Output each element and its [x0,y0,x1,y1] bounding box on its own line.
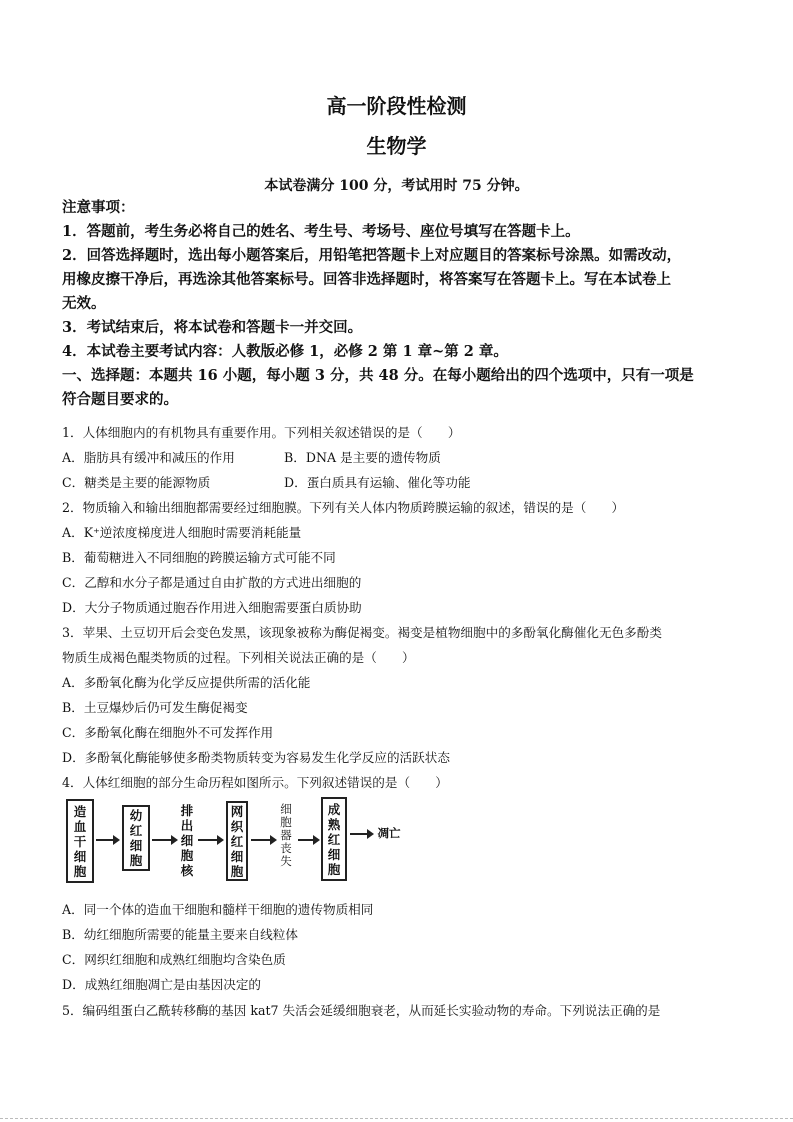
question-stem-cont: 物质生成褐色醌类物质的过程。下列相关说法正确的是（ ） [62,650,415,665]
subject-title: 生物学 [366,134,427,158]
notes-section [62,196,742,412]
flow-label: 凋亡 [377,826,401,840]
option-d: D．多酚氧化酶能够使多酚类物质转变为容易发生化学反应的活跃状态 [62,750,450,765]
question-1 [62,420,752,495]
flow-label: 幼红细胞 [129,808,143,868]
notes-line: 2．回答选择题时，选出每小题答案后，用铅笔把答题卡上对应题目的答案标号涂黑。如需改动， [62,247,682,264]
flow-label: 排出细胞核 [180,803,194,878]
option-row [62,445,752,470]
flow-label: 成熟红细胞 [327,801,341,877]
option-b: B．DNA 是主要的遗传物质 [284,450,441,465]
notes-line: 4．本试卷主要考试内容：人教版必修 1，必修 2 第 1 章~第 2 章。 [62,343,508,360]
flow-box-mature-rbc [321,797,347,881]
flow-label: 网织红细胞 [230,803,244,879]
flow-arrow [198,839,222,841]
question-2 [62,495,752,620]
option-a: A．K⁺逆浓度梯度进人细胞时需要消耗能量 [62,525,302,540]
option-c: C．糖类是主要的能源物质 [62,475,211,490]
flow-box-hsc [66,799,94,883]
option-a: A．脂肪具有缓冲和减压的作用 [62,450,235,465]
section-heading-cont: 符合题目要求的。 [62,391,178,408]
option-d: D．大分子物质通过胞吞作用进入细胞需要蛋白质协助 [62,600,362,615]
notes-line: 无效。 [62,295,106,312]
option-b: B．土豆爆炒后仍可发生酶促褐变 [62,700,248,715]
option-row [62,470,752,495]
page-bottom-rule [0,1118,793,1119]
flow-step-apoptosis [374,827,404,840]
flow-step-enucleation [178,803,196,878]
option-b: B．幼红细胞所需要的能量主要来自线粒体 [62,927,298,942]
question-stem: 3．苹果、土豆切开后会变色发黑，该现象被称为酶促褐变。褐变是植物细胞中的多酚氧化酶催化无色多酚类 [62,625,662,640]
notes-line: 3．考试结束后，将本试卷和答题卡一并交回。 [62,319,363,336]
question-stem: 4．人体红细胞的部分生命历程如图所示。下列叙述错误的是（ ） [62,775,448,790]
exam-subtitle: 本试卷满分 100 分，考试用时 75 分钟。 [264,178,529,194]
red-cell-lifecycle-diagram [66,797,401,885]
option-c: C．多酚氧化酶在细胞外不可发挥作用 [62,725,274,740]
option-d: D．成熟红细胞凋亡是由基因决定的 [62,977,262,992]
notes-heading: 注意事项： [62,199,135,216]
flow-box-erythroblast [122,805,150,871]
question-4 [62,770,752,795]
option-a: A．多酚氧化酶为化学反应提供所需的活化能 [62,675,311,690]
flow-box-reticulocyte [226,801,248,881]
flow-arrow [298,839,318,841]
notes-line: 用橡皮擦干净后，再选涂其他答案标号。回答非选择题时，将答案写在答题卡上。写在本试卷上 [62,271,671,288]
option-c: C．网织红细胞和成熟红细胞均含染色质 [62,952,286,967]
option-a: A．同一个体的造血干细胞和髓样干细胞的遗传物质相同 [62,902,374,917]
flow-arrow [96,839,118,841]
flow-arrow [350,833,372,835]
question-4-options [62,897,752,997]
option-c: C．乙醇和水分子都是通过自由扩散的方式进出细胞的 [62,575,362,590]
question-stem: 5．编码组蛋白乙酰转移酶的基因 kat7 失活会延缓细胞衰老，从而延长实验动物的寿命。下列说法正确的是 [62,1003,661,1018]
flow-arrow [251,839,275,841]
question-5 [62,998,752,1023]
question-3 [62,620,752,770]
section-heading: 一、选择题：本题共 16 小题，每小题 3 分，共 48 分。在每小题给出的四个选项中，只有一项是 [62,367,694,384]
option-d: D．蛋白质具有运输、催化等功能 [284,475,471,490]
notes-line: 1．答题前，考生务必将自己的姓名、考生号、考场号、座位号填写在答题卡上。 [62,223,580,240]
flow-label: 造血干细胞 [73,803,87,879]
flow-arrow [152,839,176,841]
question-stem: 2．物质输入和输出细胞都需要经过细胞膜。下列有关人体内物质跨膜运输的叙述，错误的是（ ） [62,500,625,515]
option-b: B．葡萄糖进入不同细胞的跨膜运输方式可能不同 [62,550,336,565]
exam-title: 高一阶段性检测 [326,94,467,118]
question-stem: 1．人体细胞内的有机物具有重要作用。下列相关叙述错误的是（ ） [62,425,461,440]
flow-label: 细胞器丧失 [280,802,292,868]
flow-step-organelle-loss [277,803,295,868]
